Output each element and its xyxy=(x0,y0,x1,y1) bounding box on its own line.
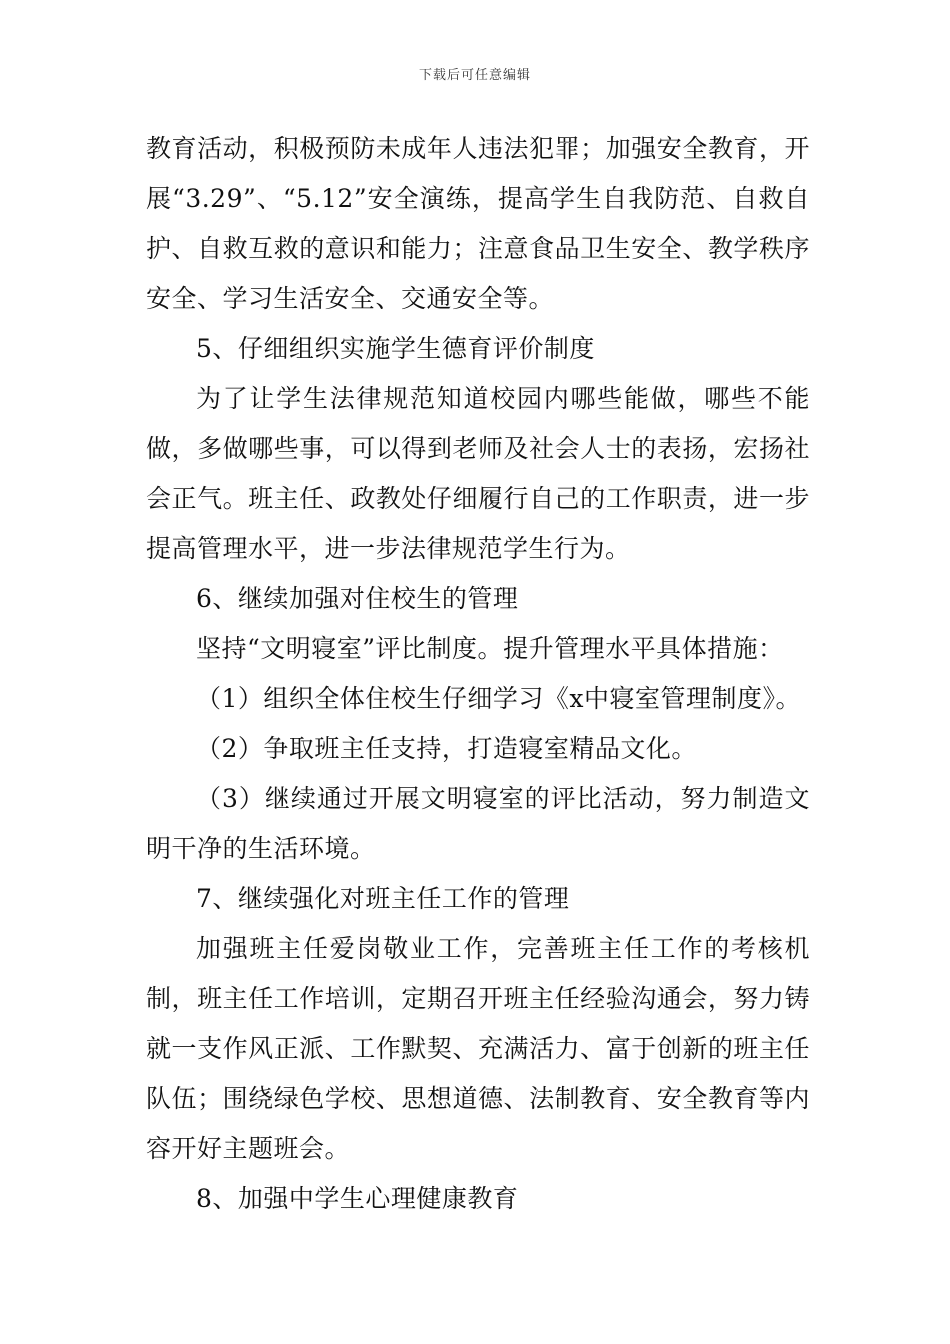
section-heading-7: 7、继续强化对班主任工作的管理 xyxy=(196,884,570,913)
list-item-1: （1）组织全体住校生仔细学习《x中寝室管理制度》。 xyxy=(196,684,802,713)
paragraph-evaluation-system: 为了让学生法律规范知道校园内哪些能做，哪些不能做，多做哪些事，可以得到老师及社会人士的表扬，宏扬社会正气。班主任、政教处仔细履行自己的工作职责，进一步提高管理水平，进一步法律规范学生行为。 xyxy=(146,384,810,563)
page-header: 下载后可任意编辑 xyxy=(418,68,531,83)
paragraph-head-teacher: 加强班主任爱岗敬业工作，完善班主任工作的考核机制，班主任工作培训，定期召开班主任经验沟通会，努力铸就一支作风正派、工作默契、充满活力、富于创新的班主任队伍；围绕绿色学校、思想道德、法制教育、安全教育等内容开好主题班会。 xyxy=(146,934,810,1163)
section-heading-5: 5、仔细组织实施学生德育评价制度 xyxy=(196,334,595,363)
list-item-2: （2）争取班主任支持，打造寝室精品文化。 xyxy=(196,734,697,763)
document-body xyxy=(146,124,810,1224)
section-heading-6: 6、继续加强对住校生的管理 xyxy=(196,584,519,613)
paragraph-safety-education: 教育活动，积极预防未成年人违法犯罪；加强安全教育，开展“3.29”、“5.12”安全演练，提高学生自我防范、自救自护、自救互救的意识和能力；注意食品卫生安全、教学秩序安全、学习生活安全、交通安全等。 xyxy=(146,134,810,313)
section-heading-8: 8、加强中学生心理健康教育 xyxy=(196,1184,519,1213)
paragraph-dorm-rating: 坚持“文明寝室”评比制度。提升管理水平具体措施： xyxy=(196,634,784,663)
list-item-3: （3）继续通过开展文明寝室的评比活动，努力制造文明干净的生活环境。 xyxy=(146,784,810,863)
